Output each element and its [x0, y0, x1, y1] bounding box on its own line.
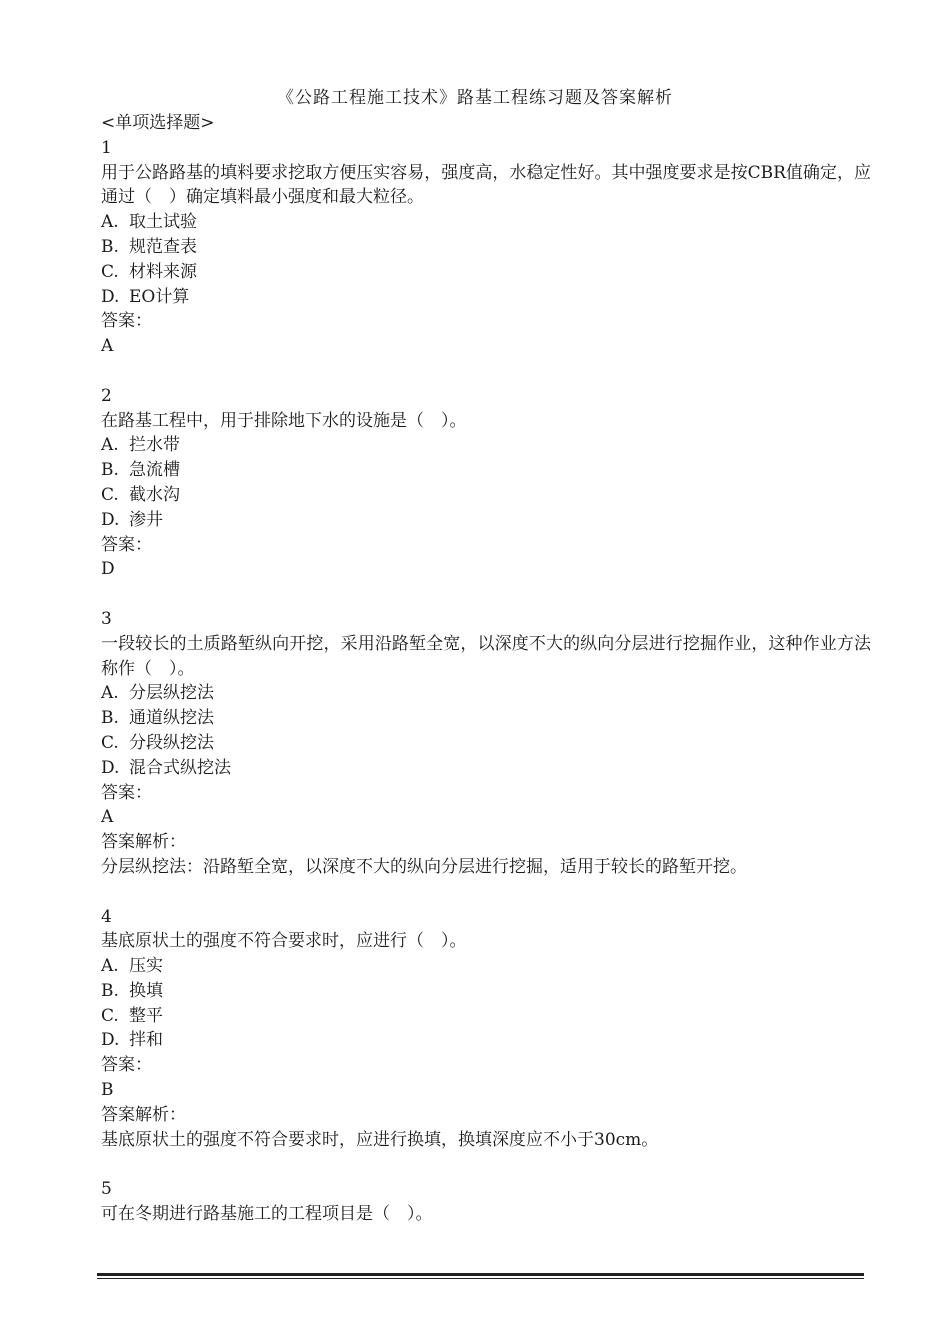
option-letter: C. — [101, 484, 119, 505]
option-text: EO计算 — [129, 286, 190, 307]
option-text: 分层纵挖法 — [129, 683, 214, 704]
option-letter: B. — [101, 708, 119, 729]
answer-value: D — [101, 559, 115, 580]
option-c — [101, 1004, 871, 1029]
option-b — [101, 458, 871, 483]
analysis-text: 基底原状土的强度不符合要求时，应进行换填，换填深度应不小于30cm。 — [101, 1129, 659, 1150]
option-letter: D. — [101, 757, 120, 778]
option-letter: A. — [101, 956, 119, 977]
footer-rule-thin — [97, 1278, 864, 1279]
question-number: 5 — [101, 1179, 112, 1200]
analysis-label: 答案解析： — [101, 832, 186, 853]
option-d — [101, 508, 871, 533]
answer-value: A — [101, 807, 114, 828]
analysis-label: 答案解析： — [101, 1104, 186, 1125]
question-1 — [101, 136, 871, 359]
option-letter: C. — [101, 1005, 119, 1026]
question-5 — [101, 1177, 871, 1227]
option-a — [101, 433, 871, 458]
option-a — [101, 954, 871, 979]
answer-label: 答案： — [101, 311, 152, 332]
option-letter: B. — [101, 980, 119, 1001]
question-number: 1 — [101, 137, 112, 158]
option-text: 拦水带 — [129, 435, 180, 456]
question-number: 3 — [101, 608, 112, 629]
question-4 — [101, 905, 871, 1153]
option-text: 通道纵挖法 — [129, 708, 214, 729]
option-b — [101, 706, 871, 731]
section-heading: <单项选择题> — [101, 113, 215, 133]
option-text: 急流槽 — [129, 460, 180, 481]
option-letter: C. — [101, 261, 119, 282]
question-2 — [101, 384, 871, 582]
option-d — [101, 285, 871, 310]
analysis-text: 分层纵挖法：沿路堑全宽，以深度不大的纵向分层进行挖掘，适用于较长的路堑开挖。 — [101, 856, 747, 877]
option-text: 渗井 — [129, 509, 163, 530]
answer-value: B — [101, 1080, 114, 1101]
option-text: 分段纵挖法 — [129, 732, 214, 753]
option-text: 压实 — [129, 956, 163, 977]
answer-label: 答案： — [101, 534, 152, 555]
option-d — [101, 756, 871, 781]
option-text: 换填 — [129, 980, 163, 1001]
option-letter: B. — [101, 460, 119, 481]
question-number: 2 — [101, 385, 112, 406]
option-letter: A. — [101, 212, 119, 233]
option-letter: B. — [101, 236, 119, 257]
option-a — [101, 681, 871, 706]
option-letter: D. — [101, 509, 120, 530]
option-text: 取土试验 — [129, 212, 197, 233]
option-text: 整平 — [129, 1005, 163, 1026]
answer-label: 答案： — [101, 1055, 152, 1076]
question-number: 4 — [101, 906, 112, 927]
option-letter: C. — [101, 732, 119, 753]
answer-label: 答案： — [101, 782, 152, 803]
question-3 — [101, 607, 871, 880]
option-letter: A. — [101, 683, 119, 704]
option-d — [101, 1028, 871, 1053]
question-text: 可在冬期进行路基施工的工程项目是（ ）。 — [101, 1204, 433, 1225]
option-text: 材料来源 — [129, 261, 197, 282]
option-c — [101, 731, 871, 756]
option-letter: D. — [101, 286, 120, 307]
document-body — [101, 111, 871, 1227]
question-text: 在路基工程中，用于排除地下水的设施是（ ）。 — [101, 410, 467, 431]
option-c — [101, 260, 871, 285]
option-text: 规范查表 — [129, 236, 197, 257]
answer-value: A — [101, 336, 114, 357]
option-text: 截水沟 — [129, 484, 180, 505]
option-letter: D. — [101, 1030, 120, 1051]
option-letter: A. — [101, 435, 119, 456]
option-c — [101, 483, 871, 508]
page-title: 《公路工程施工技术》路基工程练习题及答案解析 — [277, 88, 673, 108]
footer-rule-thick — [97, 1273, 864, 1276]
question-text: 用于公路路基的填料要求挖取方便压实容易，强度高，水稳定性好。其中强度要求是按CBR值确定，应通过（ ）确定填料最小强度和最大粒径。 — [101, 162, 871, 208]
option-a — [101, 210, 871, 235]
question-text: 基底原状土的强度不符合要求时，应进行（ ）。 — [101, 931, 467, 952]
option-b — [101, 979, 871, 1004]
option-text: 拌和 — [129, 1030, 163, 1051]
option-b — [101, 235, 871, 260]
option-text: 混合式纵挖法 — [129, 757, 231, 778]
question-text: 一段较长的土质路堑纵向开挖，采用沿路堑全宽，以深度不大的纵向分层进行挖掘作业，这种作业方法称作（ ）。 — [101, 633, 871, 679]
